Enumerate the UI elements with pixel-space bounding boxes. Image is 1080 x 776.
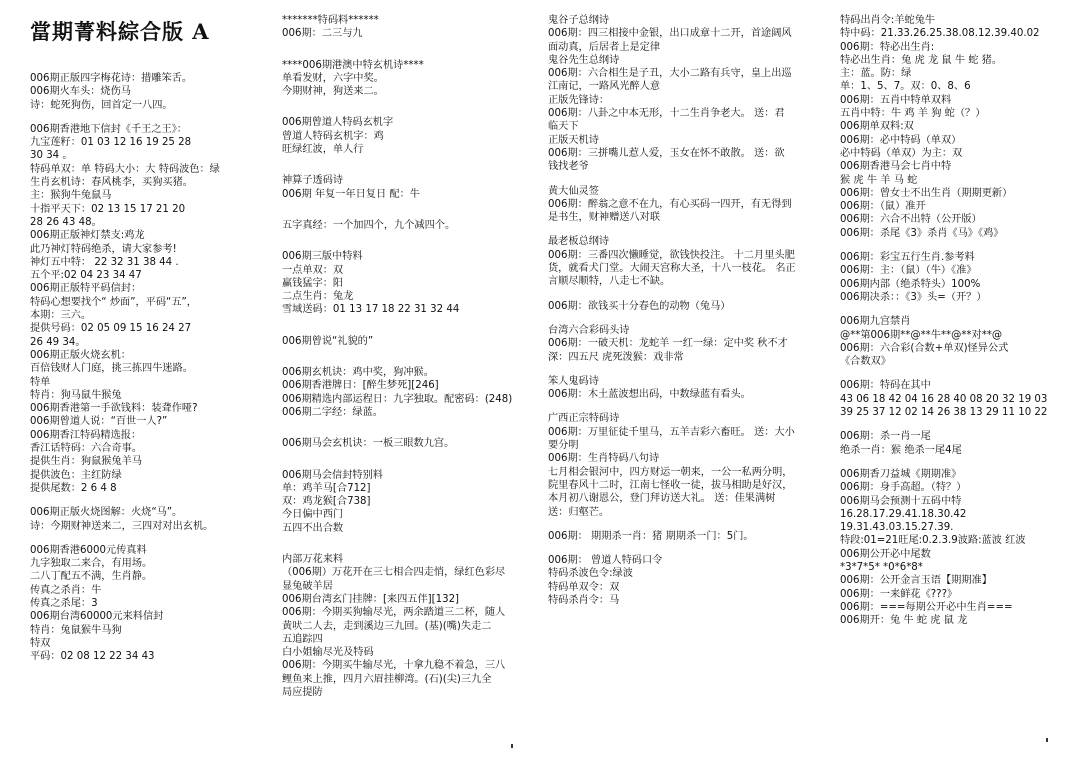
- text-line: 百倍钱财人门庭，挑三拣四牛迷路。: [30, 363, 193, 375]
- text-line: 006期：主：（鼠）（牛）《准》: [840, 265, 977, 277]
- section-gap: [282, 419, 537, 437]
- text-line: 006期正版特平码信封：: [30, 283, 142, 295]
- text-line: 特中码：21.33.26.25.38.08.12.39.40.02: [840, 28, 1040, 40]
- text-line: 货，就看犬门堂。大闹天宫称大圣，十八一枝花。 名正: [548, 263, 796, 275]
- section-gap: [548, 364, 830, 375]
- text-line: 提供尾数：2 6 4 8: [30, 482, 117, 494]
- text-line: 特码杀波色令:绿波: [548, 568, 633, 580]
- text-line: 双：鸡龙猴[合738]: [282, 496, 371, 508]
- text-line: 笨人鬼码诗: [548, 375, 599, 387]
- column-1: [30, 14, 275, 776]
- text-line: 006期开：兔 牛 蛇 虎 鼠 龙: [840, 615, 968, 627]
- text-line: 特肖：狗马鼠牛猴兔: [30, 389, 122, 401]
- text-line: 006期决杀：：《3》头=（开？）: [840, 291, 987, 303]
- text-line: 言顺尽顺特，八走七不缺。: [548, 276, 671, 288]
- text-line: 单看发财，六字中奖。: [282, 72, 384, 84]
- text-line: 006期：特码在其中: [840, 380, 931, 392]
- text-line: 七月相会银河中，四方财运一朝来，一公一私两分明，: [548, 466, 793, 478]
- text-line: 26 49 34。: [30, 336, 86, 348]
- text-line: 006期香港6000元传真料: [30, 544, 147, 556]
- text-line: 006期： 曾道人特码口令: [548, 555, 663, 567]
- text-line: 面动真，后居者上是定律: [548, 41, 661, 53]
- section-gap: [282, 451, 537, 469]
- text-line: 006期曾说“礼貌的”: [282, 335, 374, 347]
- text-line: 006期：二三与九: [282, 28, 363, 40]
- text-line: 钱找老爷: [548, 161, 589, 173]
- text-line: 006期香港第一手欲钱料：装聋作哑?: [30, 403, 198, 415]
- section-gap: [30, 533, 275, 544]
- text-line: 006期香江特码精选报：: [30, 429, 142, 441]
- text-line: 30 34 。: [30, 150, 73, 162]
- text-line: 006期：特必出生肖:: [840, 41, 935, 53]
- text-line: 006期马会玄机诀：一板三眼数九宫。: [282, 438, 455, 450]
- text-line: 猴 虎 牛 羊 马 蛇: [840, 174, 918, 186]
- section-gap: [840, 368, 1072, 379]
- section-gap: [282, 41, 537, 59]
- scan-mark: [1046, 738, 1048, 742]
- text-line: 广西正宗特码诗: [548, 413, 620, 425]
- text-line: 006期：必中特码（单双）: [840, 134, 962, 146]
- text-line: 《合数双》: [840, 356, 891, 368]
- text-line: 雪域送码：01 13 17 18 22 31 32 44: [282, 304, 460, 316]
- page-title: 當期菁料綜合版 A: [30, 19, 210, 44]
- text-line: 特码单双令：双: [548, 581, 620, 593]
- text-line: 临天下: [548, 121, 579, 133]
- text-line: 006期九宫禁肖: [840, 316, 911, 328]
- text-line: 006期：万里征徒千里马，五羊吉彩六畜旺。 送：大小: [548, 426, 795, 438]
- text-line: 16.28.17.29.41.18.30.42: [840, 508, 967, 520]
- text-line: 006期正版神灯禁支:鸡龙: [30, 230, 145, 242]
- text-line: *******特码料******: [282, 15, 379, 26]
- text-line: 006期台湾玄门挂牌：[来四五伴][132]: [282, 593, 460, 605]
- text-line: 提供生肖：狗鼠猴兔羊马: [30, 456, 143, 468]
- column-4: [840, 14, 1072, 776]
- column-3: [548, 14, 830, 776]
- text-line: 006期香刀益城《期期准》: [840, 468, 962, 480]
- text-line: 香江话特码：六合奇事。: [30, 443, 143, 455]
- text-line: 006期公开必中尾数: [840, 548, 931, 560]
- text-line: 鬼谷先生总纲诗: [548, 54, 620, 66]
- text-line: 006期：木土蓝波想出码，中数绿蓝有看头。: [548, 389, 751, 401]
- section-gap: [282, 317, 537, 335]
- text-line: 006期正版火烧玄机：: [30, 349, 131, 361]
- section-gap: [840, 304, 1072, 315]
- section-gap: [548, 224, 830, 235]
- section-gap: [548, 519, 830, 530]
- text-line: 二八丁配五不满，生肖静。: [30, 571, 153, 583]
- text-line: 绝杀一肖：猴 绝杀一尾4尾: [840, 444, 962, 456]
- section-gap: [840, 457, 1072, 468]
- text-line: 必中特码（单双）为主：双: [840, 147, 963, 159]
- text-line: 此乃神灯特码绝杀，请大家参考!: [30, 243, 177, 255]
- text-line: 鬼谷子总纲诗: [548, 15, 610, 26]
- text-line: 006期马会预测十五码中特: [840, 495, 962, 507]
- text-line: 内部万花来料: [282, 554, 344, 566]
- section-gap: [30, 495, 275, 506]
- text-line: 五四不出合数: [282, 522, 344, 534]
- text-line: 提供号码：02 05 09 15 16 24 27: [30, 323, 192, 335]
- text-line: 鲤鱼来上推，四月六眉挂柳湾。(石)(尖)三九全: [282, 673, 492, 685]
- text-line: @**第006期**@**牛**@**对**@: [840, 329, 1003, 341]
- text-line: 九宝莲籽：01 03 12 16 19 25 28: [30, 137, 192, 149]
- text-line: 传真之杀肖：牛: [30, 584, 102, 596]
- text-line: 006期内部（绝杀特头）100%: [840, 278, 981, 290]
- text-line: 平码：02 08 12 22 34 43: [30, 651, 155, 663]
- text-line: 006期：四三相接中金银，出口成章十二开，首途阔风: [548, 28, 792, 40]
- section-gap: [282, 201, 537, 219]
- text-line: 二点生肖：兔龙: [282, 291, 354, 303]
- text-line: 是书生，财神赠送八对联: [548, 212, 661, 224]
- text-line: 006期正版四字梅花诗：措雕笨舌。: [30, 73, 193, 84]
- section-gap: [840, 240, 1072, 251]
- text-line: 正版先锋诗：: [548, 94, 610, 106]
- text-line: 本期：三六。: [30, 310, 92, 322]
- text-line: 五追踪四: [282, 633, 323, 645]
- text-line: 39 25 37 12 02 14 26 38 13 29 11 10 22: [840, 407, 1048, 419]
- text-line: 006期香港马会七肖中特: [840, 161, 952, 173]
- column-2-body: [282, 14, 537, 699]
- scan-mark: [511, 744, 513, 748]
- text-line: 006期：一来鲜花《???》: [840, 588, 958, 600]
- section-gap: [548, 313, 830, 324]
- text-line: 006期： 期期杀一肖：猪 期期杀一门：5门。: [548, 530, 754, 542]
- text-line: 江南记，一路风光醉人意: [548, 81, 661, 93]
- text-line: 006期曾道人特码玄机字: [282, 117, 394, 129]
- text-line: 006期：今期买狗输尽光，两余踏道三二杯，随人: [282, 607, 506, 619]
- text-line: 006期正版火烧图解：火烧“马”。: [30, 507, 183, 519]
- text-line: 单：鸡羊马[合712]: [282, 482, 371, 494]
- text-line: 006期：杀一肖一尾: [840, 431, 931, 443]
- text-line: 诗：蛇死狗伤，回首定一八四。: [30, 99, 173, 111]
- section-gap: [282, 156, 537, 174]
- text-line: 台湾六合彩码头诗: [548, 324, 630, 336]
- text-line: 特码心想要找个“ 炒面”，平码“五”，: [30, 296, 197, 308]
- text-line: 诗：今期财神送来二，三四对对出玄机。: [30, 520, 214, 532]
- text-line: 五字真经：一个加四个，九个减四个。: [282, 219, 456, 231]
- text-line: 006期：一破天机：龙蛇羊 一红一绿：定中奖 秋不才: [548, 338, 788, 350]
- section-gap: [282, 348, 537, 366]
- text-line: 006期：八卦之中本无形，十二生肖争老大。 送：君: [548, 108, 785, 120]
- text-line: 006期台湾60000元来料信封: [30, 611, 164, 623]
- text-line: 特码单双：单 特码大小：大 特码波色：绿: [30, 163, 220, 175]
- text-line: *3*7*5* *0*6*8*: [840, 561, 923, 573]
- column-4-body: [840, 14, 1072, 627]
- text-line: 白小姐输尽光及特码: [282, 647, 374, 659]
- section-gap: [840, 419, 1072, 430]
- text-line: 006期二字经：绿蓝。: [282, 406, 383, 418]
- column-1-body: [30, 72, 275, 663]
- text-line: 特段:01=21旺尾:0.2.3.9波路:蓝波 红波: [840, 535, 1026, 547]
- text-line: 006期香港地下信封《千王之王》：: [30, 123, 187, 135]
- section-gap: [282, 535, 537, 553]
- text-line: 黄大仙灵签: [548, 185, 599, 197]
- column-2: [282, 14, 537, 776]
- text-line: 006期：===每期公开必中生肖===: [840, 601, 1013, 613]
- text-line: 主：猴狗牛兔鼠马: [30, 190, 112, 202]
- text-line: 006期：杀尾《3》杀肖《马》《鸡》: [840, 227, 1004, 239]
- text-line: 006期：生肖特码八句诗: [548, 453, 660, 465]
- text-line: 006期曾道人说：“百世一人?”: [30, 416, 168, 428]
- text-line: 要分明: [548, 440, 579, 452]
- text-line: 特双: [30, 637, 51, 649]
- section-gap: [548, 543, 830, 554]
- text-line: 局应提防: [282, 686, 323, 698]
- section-gap: [548, 289, 830, 300]
- text-line: 006期：醉翁之意不在九，有心买码一四开，有无得到: [548, 198, 792, 210]
- text-line: 生肖玄机诗：春风桃李，买狗买猪。: [30, 177, 193, 189]
- text-line: 006期香港牌日：[醉生梦死][246]: [282, 380, 439, 392]
- text-line: 特码出肖令:羊蛇兔牛: [840, 15, 936, 26]
- text-line: 特码杀肖令：马: [548, 594, 620, 606]
- text-line: 今日偏中西门: [282, 509, 344, 521]
- text-line: 黄吠二人去，走到溪边三九回。(基)(嘴)失走二: [282, 620, 492, 632]
- text-line: 006期：公开金言玉语【期期准】: [840, 575, 992, 587]
- section-gap: [282, 232, 537, 250]
- text-line: 旺绿红波，单人行: [282, 144, 364, 156]
- text-line: 006期：欲钱买十分春色的动物（兔马）: [548, 300, 731, 312]
- text-line: 006期火车头：烧伤马: [30, 86, 131, 98]
- text-line: 006期：今期买牛输尽光，十拿九稳不着急，三八: [282, 660, 506, 672]
- text-line: 006期单双料:双: [840, 121, 914, 133]
- text-line: 曾道人特码玄机字：鸡: [282, 130, 384, 142]
- text-line: 006期：六合相生是子丑，大小二路有兵守，皇上出巡: [548, 68, 792, 80]
- text-line: 006期马会信封特别料: [282, 469, 383, 481]
- text-line: 006期：五肖中特单双料: [840, 94, 952, 106]
- text-line: 九字独取二来合，有用场。: [30, 558, 153, 570]
- text-line: 006期：（鼠）准开: [840, 201, 926, 213]
- text-line: 今期财神，狗送来二。: [282, 86, 384, 98]
- text-line: 006期 年复一年日复日 配：牛: [282, 188, 420, 200]
- text-line: 正版天机诗: [548, 134, 599, 146]
- section-gap: [30, 112, 275, 123]
- text-line: 006期：三拼嘴儿惹人爱，玉女在怀不敢散。 送：欲: [548, 147, 785, 159]
- text-line: 显兔破羊居: [282, 580, 333, 592]
- text-line: 006期：身手高超。（特？）: [840, 482, 967, 494]
- text-line: 本月初八谢恩公，登门拜访送大礼。 送：佳果满树: [548, 493, 776, 505]
- text-line: 赢钱猛字：阳: [282, 277, 344, 289]
- text-line: 19.31.43.03.15.27.39.: [840, 522, 954, 534]
- text-line: 传真之杀尾：3: [30, 597, 98, 609]
- text-line: 最老板总纲诗: [548, 236, 610, 248]
- section-gap: [282, 98, 537, 116]
- text-line: 提供波色：主红防绿: [30, 469, 122, 481]
- text-line: 主：蓝。防：绿: [840, 68, 912, 80]
- text-line: （006期）万花开在三七相合四走悄，绿红色彩尽: [282, 567, 506, 579]
- text-line: 006期：六合不出特（公开版）: [840, 214, 982, 226]
- text-line: 神灯五中特： 22 32 31 38 44 .: [30, 256, 179, 268]
- text-line: 单：1、5、7。双：0、8、6: [840, 81, 971, 93]
- text-line: 神算子透码诗: [282, 175, 344, 187]
- column-3-body: [548, 14, 830, 607]
- text-line: 特必出生肖：兔 虎 龙 鼠 牛 蛇 猪。: [840, 54, 1003, 66]
- text-line: 006期：彩宝五行生肖.参考料: [840, 252, 975, 264]
- text-line: 特肖：兔鼠猴牛马狗: [30, 624, 122, 636]
- text-line: 送：归壑芒。: [548, 506, 610, 518]
- text-line: 五肖中特：牛 鸡 羊 狗 蛇（？）: [840, 108, 986, 120]
- text-line: 43 06 18 42 04 16 28 40 08 20 32 19 03: [840, 393, 1048, 405]
- text-line: 一点单双：双: [282, 264, 344, 276]
- text-line: 特单: [30, 376, 51, 388]
- text-line: ****006期港澳中特玄机诗****: [282, 59, 424, 71]
- text-line: 006期精选内部运程日：九字独取。配密码：(248): [282, 393, 513, 405]
- text-line: 深：四五尺 虎死泼猴：戏非常: [548, 351, 684, 363]
- text-line: 28 26 43 48。: [30, 216, 102, 228]
- text-line: 006期：六合彩(合数+单双)怪异公式: [840, 342, 1009, 354]
- text-line: 院里春风十二时，江南七怪收一徒，拔马相助是好汉，: [548, 479, 793, 491]
- text-line: 十指平天下：02 13 15 17 21 20: [30, 203, 186, 215]
- text-line: 006期：三番四次懒睡觉，欲钱快投注。 十二月里头肥: [548, 249, 795, 261]
- section-gap: [548, 174, 830, 185]
- text-line: 五个平:02 04 23 34 47: [30, 270, 142, 282]
- text-line: 006期三版中特料: [282, 251, 363, 263]
- text-line: 006期玄机诀：鸡中奖，狗冲猴。: [282, 367, 434, 379]
- text-line: 006期：曾女士不出生肖（期期更新）: [840, 187, 1013, 199]
- section-gap: [548, 401, 830, 412]
